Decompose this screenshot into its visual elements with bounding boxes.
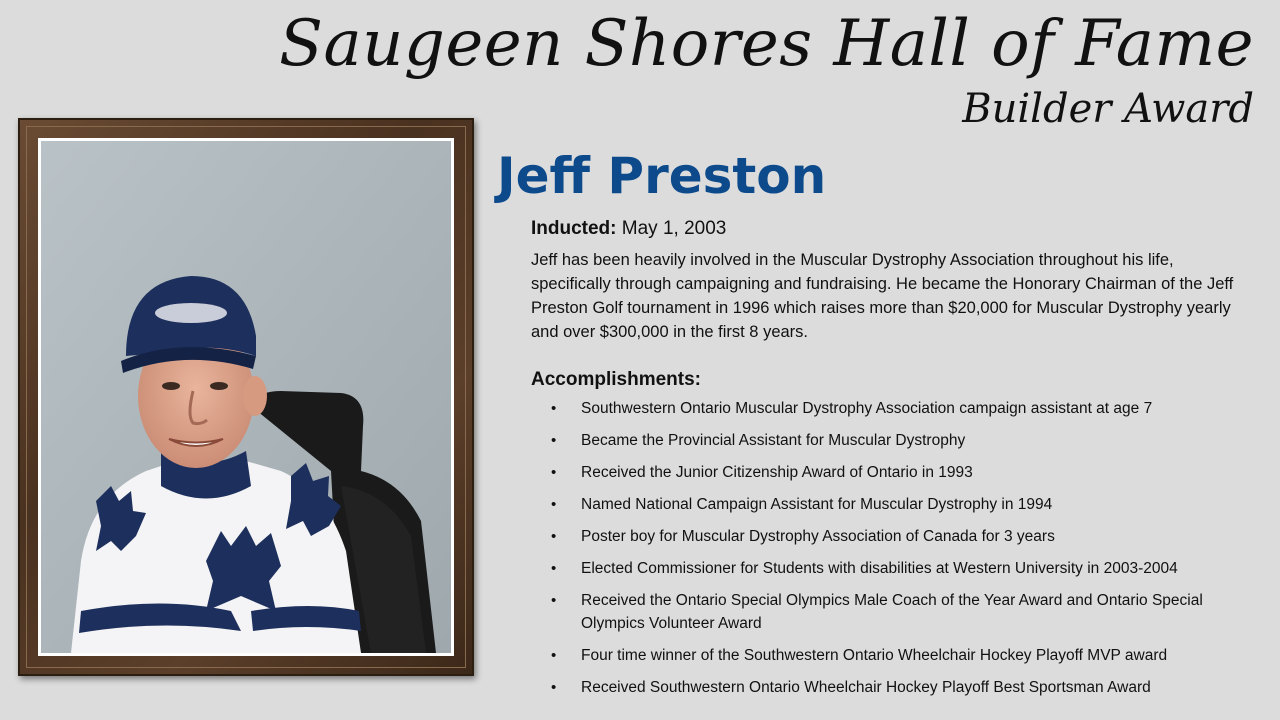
list-item-text: Named National Campaign Assistant for Muscular Dystrophy in 1994: [581, 496, 1053, 513]
bullet-icon: •: [551, 528, 557, 545]
inducted-date: May 1, 2003: [621, 218, 727, 239]
list-item-text: Elected Commissioner for Students with disabilities at Western University in 2003-2004: [581, 560, 1178, 577]
list-item: [531, 429, 1261, 452]
list-item-text: Became the Provincial Assistant for Muscular Dystrophy: [581, 432, 966, 449]
list-item: [531, 589, 1261, 635]
list-item-text: Poster boy for Muscular Dystrophy Association of Canada for 3 years: [581, 528, 1055, 545]
inductee-name: Jeff Preston: [497, 147, 827, 205]
bullet-icon: •: [551, 496, 557, 513]
bullet-icon: •: [551, 464, 557, 481]
page-title: Saugeen Shores Hall of Fame: [279, 7, 1254, 81]
photo-plaque: [18, 118, 474, 676]
award-subtitle: Builder Award: [962, 86, 1254, 132]
list-item: [531, 644, 1261, 667]
inducted-line: [531, 216, 726, 242]
bullet-icon: •: [551, 647, 557, 664]
inductee-bio: Jeff has been heavily involved in the Muscular Dystrophy Association throughout his life, specifically through campaigning and fundraising. He became the Honorary Chairman of the Jeff Preston Golf tournament in 1996 which raises more than $20,000 for Muscular Dystrophy yearly and over $300,000 in the first 8 years.: [531, 251, 1234, 341]
list-item-text: Received Southwestern Ontario Wheelchair Hockey Playoff Best Sportsman Award: [581, 679, 1151, 696]
list-item-text: Received the Ontario Special Olympics Male Coach of the Year Award and Ontario Special Olympics Volunteer Award: [581, 592, 1203, 632]
photo-mat: [38, 138, 454, 656]
bullet-icon: •: [551, 679, 557, 696]
inductee-photo: [41, 141, 451, 653]
list-item: [531, 461, 1261, 484]
inducted-label: Inducted:: [531, 218, 617, 239]
list-item-text: Four time winner of the Southwestern Ontario Wheelchair Hockey Playoff MVP award: [581, 647, 1168, 664]
list-item: [531, 557, 1261, 580]
list-item: [531, 525, 1261, 548]
bullet-icon: •: [551, 400, 557, 417]
accomplishments-heading: Accomplishments:: [531, 369, 701, 390]
list-item-text: Received the Junior Citizenship Award of Ontario in 1993: [581, 464, 973, 481]
list-item-text: Southwestern Ontario Muscular Dystrophy Association campaign assistant at age 7: [581, 400, 1153, 417]
bullet-icon: •: [551, 432, 557, 449]
bullet-icon: •: [551, 560, 557, 577]
list-item: [531, 493, 1261, 516]
list-item: [531, 676, 1261, 699]
accomplishments-list: [531, 397, 1261, 708]
bullet-icon: •: [551, 592, 557, 609]
list-item: [531, 397, 1261, 420]
